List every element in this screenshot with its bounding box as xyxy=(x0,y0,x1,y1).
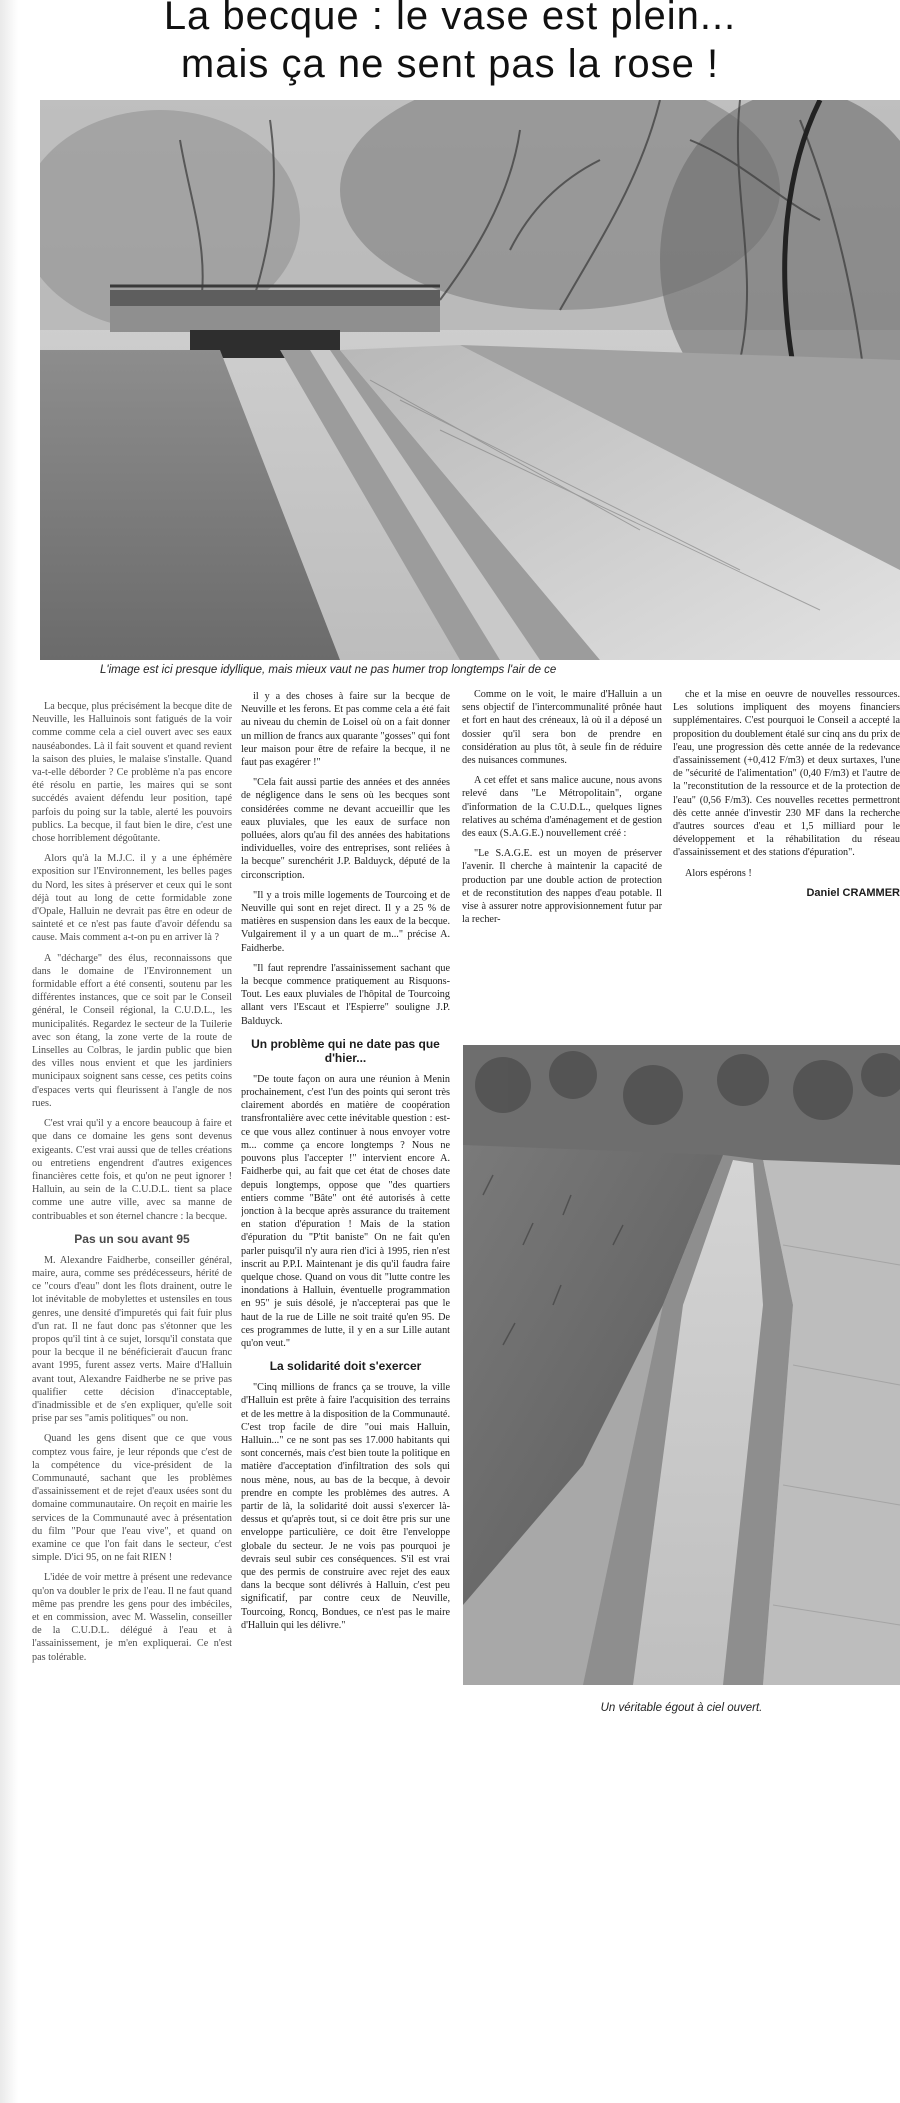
photo-caption-top: L'image est ici presque idyllique, mais mieux vaut ne pas humer trop longtemps l'air de ce xyxy=(100,664,557,676)
photo-caption-bottom: Un véritable égout à ciel ouvert. xyxy=(600,1702,763,1714)
subheading-solidarite: La solidarité doit s'exercer xyxy=(269,1359,422,1374)
author-signature: Daniel CRAMMER xyxy=(806,886,900,899)
photo-open-sewer xyxy=(463,1045,900,1685)
paragraph: Comme on le voit, le maire d'Halluin a un sens objectif de l'intercommunalité prônée haut et fort en haut des créneaux, là où il a déposé un dossier qu'il sera bon de prendre en considération au plus tôt, à seule fin de réduire des nuisances communes. xyxy=(462,689,662,767)
paragraph: Alors qu'à la M.J.C. il y a une éphémère exposition sur l'Environnement, les belles pages du Nord, les sites à préserver et ceux qui le sont déjà tout au long de cette formidable zone d'Opale, Halluin ne devrait pas être en odeur de sainteté et ce n'est pas faute d'avoir défendu sa cause. Mais comment a-t-on pu en arriver là ? xyxy=(32,853,232,944)
headline-line-1: La becque : le vase est plein... xyxy=(163,0,737,38)
article-column-3 xyxy=(462,688,662,1038)
paragraph: Quand les gens disent que ce que vous comptez vous faire, je leur réponds que c'est de la compétence du vice-président de la Communauté, sachant que les problèmes d'assainissement et de rejet d'eaux usées sont du domaine communautaire. On reçoit en mairie les services de la Communauté avec à présentation du film "Pour que l'eau vive", et quand on examine ce que l'on fait dans le secteur, c'est simple. D'ici 95, on ne fait RIEN ! xyxy=(32,1433,232,1564)
paragraph: "Le S.A.G.E. est un moyen de préserver l'avenir. Il cherche à maintenir la capacité de production par une double action de protection et de reconstitution des nappes d'eau potable. Il vise à assurer notre approvisionnement futur par la recher- xyxy=(462,848,662,926)
photo-becque-bridge xyxy=(40,100,900,660)
paragraph: "Il faut reprendre l'assainissement sachant que la becque commence pratiquement au Risquons-Tout. Les eaux pluviales de l'hôpital de Tourcoing allant vers l'Escaut et l'Espierre" souligne J.P. Balduyck. xyxy=(241,962,450,1027)
scan-shadow xyxy=(0,0,18,2103)
paragraph: C'est vrai qu'il y a encore beaucoup à faire et que dans ce domaine les gens sont devenus exigeants. C'est vrai aussi que de telles créations ou entretiens engendrent d'autres exigences financières cette fois, et qu'on ne peut ignorer ! Halluin, au sein de la C.U.D.L. tient sa place comme une autre ville, avec sa manne de contribuables et son éternel chancre : la becque. xyxy=(32,1118,232,1222)
paragraph: il y a des choses à faire sur la becque de Neuville et les ferons. Et pas comme cela a été fait au niveau du chemin de Loisel où on a fait donner un million de francs aux quarante "gosses" qui font leur maison pour être de refaire la becque, il ne faut pas exagérer !" xyxy=(241,691,450,769)
paragraph: che et la mise en oeuvre de nouvelles ressources. Les solutions impliquent des moyens financiers supplémentaires. C'est pourquoi le Conseil a accepté la proposition du doublement étalé sur cinq ans du prix de l'eau, une progression dès cette année de la redevance d'assainissement (+0,412 F/m3) et deux surtaxes, l'une de "sécurité de l'alimentation" (0,40 F/m3) et l'autre de la "reconstitution de la ressource et de la protection de l'eau" (0,56 F/m3). Ces nouvelles recettes permettront dès cette année d'investir 230 MF dans la recherche d'autres sources d'eau et 1,5 milliard pour le développement et la réhabilitation du réseau d'assainissement et des stations d'épuration". xyxy=(673,689,900,859)
photo-becque-bridge-image xyxy=(40,100,900,660)
paragraph: Alors espérons ! xyxy=(685,867,752,879)
subheading-probleme-ancien: Un problème qui ne date pas que d'hier... xyxy=(251,1036,440,1065)
article-column-1 xyxy=(32,700,232,2095)
article-column-2 xyxy=(241,690,450,2095)
headline-line-2: mais ça ne sent pas la rose ! xyxy=(180,42,720,86)
photo-open-sewer-image xyxy=(463,1045,900,1685)
paragraph: "Il y a trois mille logements de Tourcoing et de Neuville qui sont en rejet direct. Il y a 25 % de matières en suspension dans les eaux de la becque. Vulgairement il y a un quart de m..." précise A. Faidherbe. xyxy=(241,889,450,954)
article-column-4 xyxy=(673,688,900,1038)
paragraph: "Cinq millions de francs ça se trouve, la ville d'Halluin est prête à faire l'acquisition des terrains et de les mettre à la disposition de la Communauté. C'est trop facile de dire "oui mais Halluin, Halluin..." ce ne sont pas ses 17.000 habitants qui sont concernés, mais c'est bien toute la politique en matière d'acceptation d'infiltration des sols qui nous mène, nous, au bas de la becque, à devoir prendre en compte les problèmes des autres. A partir de là, la solidarité doit aussi s'exercer là-dessus et qu'après tout, si ce doit être pris sur une enveloppe particulière, ce doit être l'enveloppe globale du secteur. Je ne vois pas pourquoi je devrais seul subir ces conséquences. S'il est vrai que des permis de construire avec rejet des eaux dans la becque sont délivrés à Halluin, c'est peu significatif, par contre ceux de Neuville, Tourcoing, Roncq, Bondues, ce n'est pas le maire d'Halluin qui les délivre." xyxy=(241,1382,450,1631)
paragraph: M. Alexandre Faidherbe, conseiller général, maire, aura, comme ses prédécesseurs, hérité de ce "cours d'eau" dont les flots drainent, outre le lot inévitable de mobylettes et ustensiles en tous genres, une densité d'impuretés qui fait fuir plus d'un rat. Il ne faut donc pas s'étonner que les propos qu'il tint à ce sujet, lorsqu'il constata que pour la becque il ne bénéficierait d'aucun franc avant 1995, furent assez verts. Maire d'Halluin avant tout, Alexandre Faidherbe ne se prive pas qualifier cette décision d'inacceptable, d'inadmissible et de s'en expliquer, qu'elle soit prise par ses "amis politiques" ou non. xyxy=(32,1254,232,1425)
paragraph: "De toute façon on aura une réunion à Menin prochainement, c'est l'un des points qui seront très clairement abordés en matière de coopération transfrontalière avec cette inévitable question : est-ce que vous allez continuer à nous envoyer votre m... comme ça encore longtemps ? Nous ne pouvons plus l'accepter !" intervient encore A. Faidherbe qui, au fait que cet état de choses date depuis longtemps, oppose que "des quartiers entiers comme "Bâte" ont été autorisés à cette jonction à la becque après assurance du traitement en station d'épuration ! Mais de la station d'épuration du "P'tit baniste" On ne fait qu'en parler puisqu'il n'y aura rien d'ici à 1995, rien n'est inscrit au P.P.I. Maintenant je dis qu'il faudra faire quelque chose. Quand on vous dit "lutte contre les inondations à Halluin, éventuelle programmation en 95" je suis désolé, je n'accepterai pas que le haut de la rue de Lille ne soit traité qu'en 95. De ces programmes de lutte, il y en a sur Lille autant qu'on veut." xyxy=(241,1073,450,1349)
paragraph: A "décharge" des élus, reconnaissons que dans le domaine de l'Environnement un formidable effort a été consenti, soutenu par les différentes instances, que ce soit par le Conseil général, le Conseil régional, la C.U.D.L., les municipalités. Regardez le secteur de la Tuilerie avec son étang, la zone verte de la route de Linselles au Colbras, le jardin public que bien des villes nous envient et que les jardiniers municipaux soignent sans cesse, ces petits coins d'espaces verts qui fleurissent à l'angle de nos rues. xyxy=(32,952,232,1109)
paragraph: "Cela fait aussi partie des années et des années de négligence dans le sens où les becques sont considérées comme ne devant accueillir que les eaux pluviales, que les eaux de surface non polluées, alors qu'au fil des années des habitations individuelles, voire des entreprises, sont reliées à la becque" surenchérit J.P. Balduyck, député de la circonscription. xyxy=(241,777,450,881)
paragraph: La becque, plus précisément la becque dite de Neuville, les Halluinois sont fatigués de la voir comme comme cela a ciel ouvert avec ses eaux nauséabondes. Là il fait souvent et quand revient la saison des pluies, le malaise s'installe. Quand va-t-elle déborder ? Ce problème n'a pas encore été résolu en partie, les maires qui se sont succédés avaient défendu leur position, tapé parfois du poing sur la table, alerté les pouvoirs publics. La becque, il faut bien le dire, c'est une chose horriblement dégoûtante. xyxy=(32,701,232,845)
paragraph: L'idée de voir mettre à présent une redevance qu'on va doubler le prix de l'eau. Il ne faut quand même pas prendre les gens pour des imbéciles, et en commission, avec M. Wasselin, conseiller de la C.U.D.L. délégué à l'eau et à l'assainissement, je m'en expliquerai. Ce n'est pas tolérable. xyxy=(32,1572,232,1663)
paragraph: A cet effet et sans malice aucune, nous avons relevé dans "Le Métropolitain", organe d'information de la C.U.D.L., quelques lignes relatives au schéma d'aménagement et de gestion des eaux (S.A.G.E.) nouvellement créé : xyxy=(462,775,662,840)
subheading-pas-un-sou: Pas un sou avant 95 xyxy=(74,1231,190,1246)
